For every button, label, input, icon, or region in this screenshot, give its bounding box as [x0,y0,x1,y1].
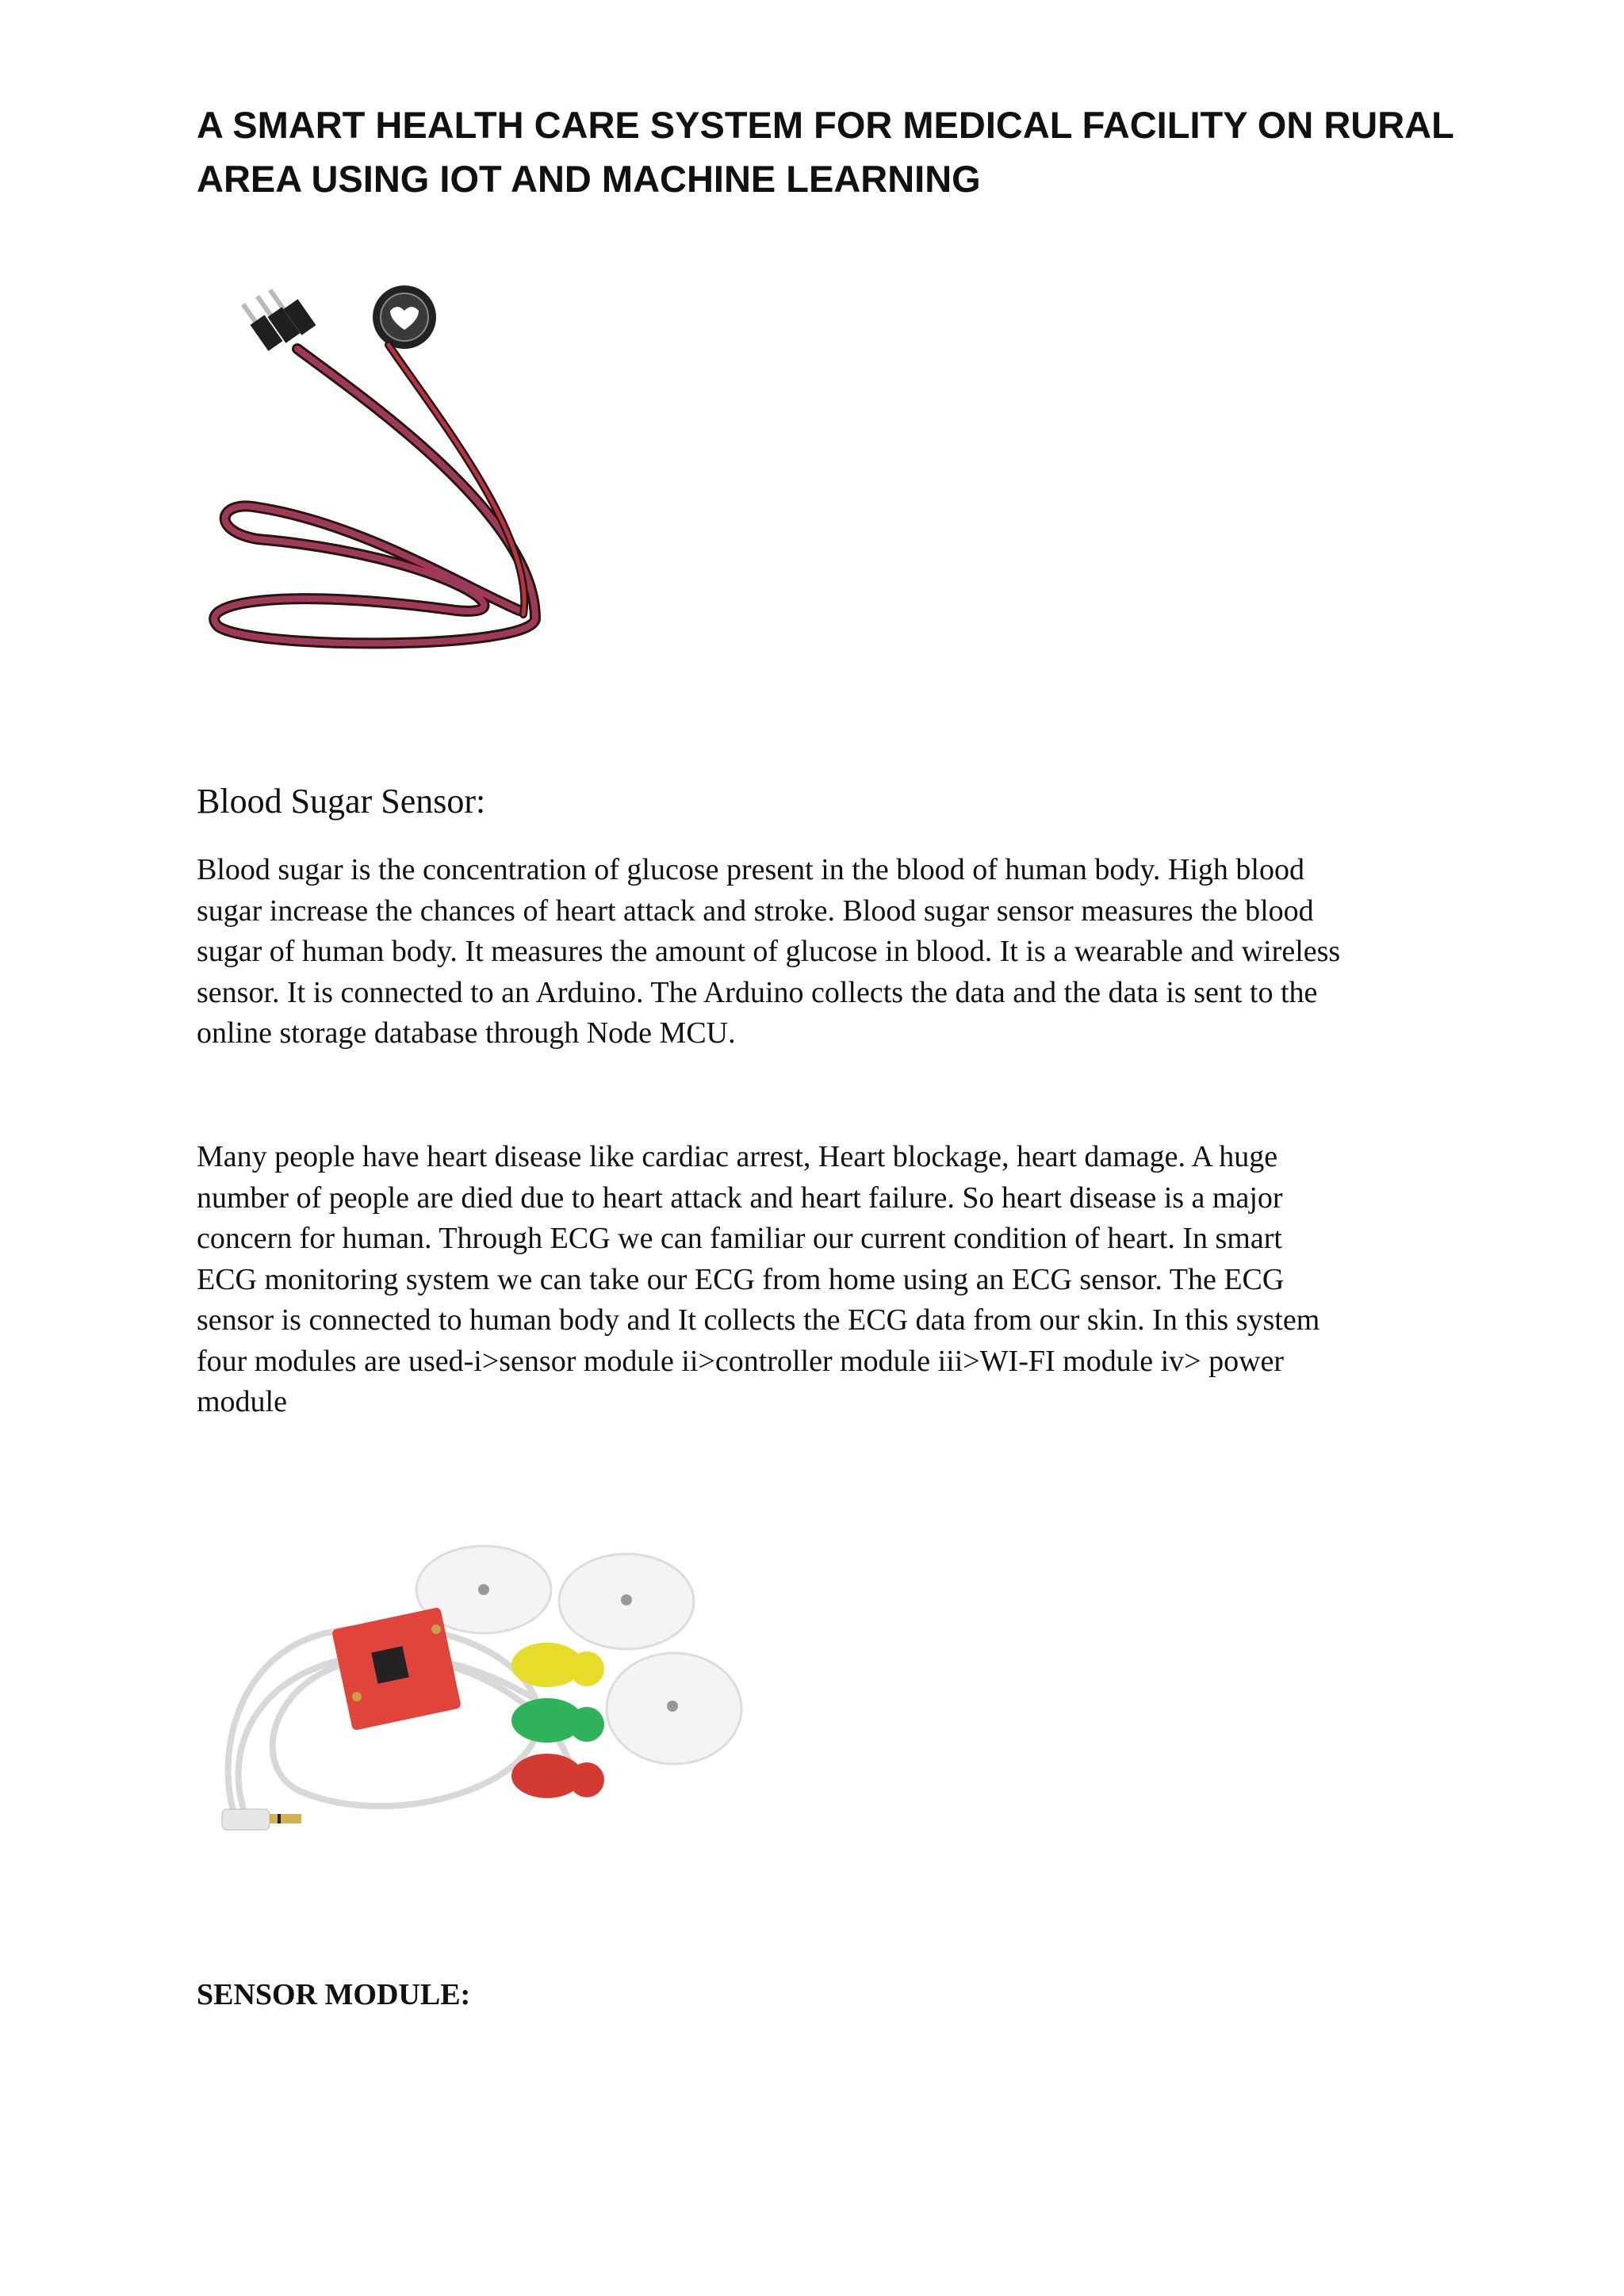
ecg-sensor-kit-image [198,1530,753,1863]
electrode-leads [511,1643,604,1798]
paragraph-line: concern for human. Through ECG we can familiar our current condition of heart. In smart [197,1222,1282,1255]
audio-jack [222,1809,301,1830]
paragraph-line: Blood sugar is the concentration of glucose present in the blood of human body. High blood [197,853,1304,886]
sensor-module-heading: SENSOR MODULE: [197,1978,471,2011]
blood-sugar-heading: Blood Sugar Sensor: [197,782,486,821]
paragraph-line: ECG monitoring system we can take our ECG from home using an ECG sensor. The ECG [197,1262,1285,1296]
paragraph-line: online storage database through Node MCU. [197,1016,736,1050]
pulse-sensor-image [202,277,646,674]
paragraph-line: Many people have heart disease like cardiac arrest, Heart blockage, heart damage. A huge [197,1140,1278,1173]
paragraph-line: sensor. It is connected to an Arduino. The Arduino collects the data and the data is sent to the [197,975,1318,1009]
jumper-pins [241,289,316,351]
title-line-1: A SMART HEALTH CARE SYSTEM FOR MEDICAL FACILITY ON RURAL [197,104,1454,146]
blood-sugar-paragraph [197,850,1434,1054]
paragraph-line: four modules are used-i>sensor module ii>controller module iii>WI-FI module iv> power [197,1344,1285,1378]
paragraph-line: number of people are died due to heart attack and heart failure. So heart disease is a major [197,1181,1283,1215]
sensor-disc [373,285,436,349]
paragraph-line: module [197,1385,287,1418]
paragraph-line: sugar of human body. It measures the amount of glucose in blood. It is a wearable and wireless [197,935,1341,968]
ecg-paragraph [197,1137,1434,1423]
ecg-board [331,1607,462,1731]
paragraph-line: sensor is connected to human body and It collects the ECG data from our skin. In this system [197,1303,1320,1337]
document-title [197,98,1465,206]
title-line-2: AREA USING IOT AND MACHINE LEARNING [197,158,981,200]
paragraph-line: sugar increase the chances of heart attack and stroke. Blood sugar sensor measures the blood [197,894,1314,928]
